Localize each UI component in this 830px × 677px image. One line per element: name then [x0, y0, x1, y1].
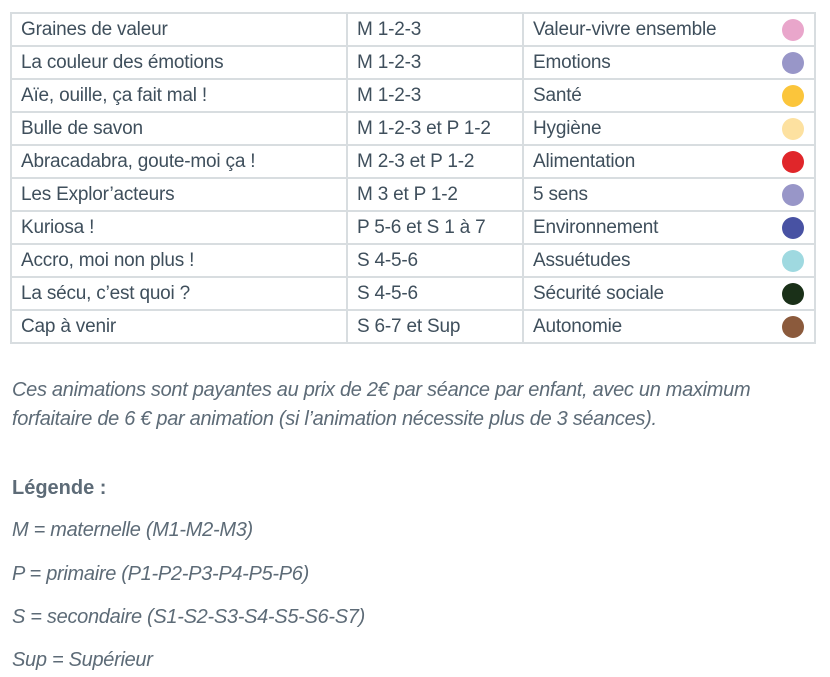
animations-table-body — [11, 13, 815, 343]
animation-title-cell: La couleur des émotions — [11, 46, 347, 79]
animation-theme-cell — [523, 112, 815, 145]
animation-theme-label: Environnement — [533, 216, 659, 238]
animation-theme-label: Valeur-vivre ensemble — [533, 18, 717, 40]
animation-theme-label: Santé — [533, 84, 582, 106]
animations-table — [10, 12, 816, 344]
theme-color-dot-icon — [782, 184, 804, 206]
animation-theme-cell — [523, 79, 815, 112]
animation-level-cell: S 4-5-6 — [347, 277, 523, 310]
theme-color-dot-icon — [782, 316, 804, 338]
animation-level-cell: P 5-6 et S 1 à 7 — [347, 211, 523, 244]
animation-title-cell: Aïe, ouille, ça fait mal ! — [11, 79, 347, 112]
animation-theme-label: Sécurité sociale — [533, 282, 664, 304]
animation-theme-label: Hygiène — [533, 117, 602, 139]
animation-theme-cell — [523, 211, 815, 244]
animation-level-cell: S 6-7 et Sup — [347, 310, 523, 343]
animation-level-cell: M 3 et P 1-2 — [347, 178, 523, 211]
animation-level-cell: M 2-3 et P 1-2 — [347, 145, 523, 178]
table-row — [11, 46, 815, 79]
legend-title: Légende : — [12, 477, 107, 499]
pricing-note — [12, 376, 828, 434]
table-row — [11, 112, 815, 145]
table-row — [11, 13, 815, 46]
animation-theme-cell — [523, 145, 815, 178]
animation-theme-cell — [523, 46, 815, 79]
legend-item-secondaire: S = secondaire (S1-S2-S3-S4-S5-S6-S7) — [12, 606, 365, 628]
animation-title-cell: La sécu, c’est quoi ? — [11, 277, 347, 310]
animation-theme-label: Emotions — [533, 51, 611, 73]
animation-level-cell: M 1-2-3 — [347, 13, 523, 46]
animation-level-cell: M 1-2-3 — [347, 46, 523, 79]
animation-theme-cell — [523, 178, 815, 211]
animation-level-cell: M 1-2-3 et P 1-2 — [347, 112, 523, 145]
theme-color-dot-icon — [782, 283, 804, 305]
theme-color-dot-icon — [782, 250, 804, 272]
legend-item-maternelle: M = maternelle (M1-M2-M3) — [12, 519, 253, 541]
theme-color-dot-icon — [782, 151, 804, 173]
pricing-note-line-2: forfaitaire de 6 € par animation (si l’animation nécessite plus de 3 séances). — [12, 408, 657, 430]
animation-theme-cell — [523, 13, 815, 46]
pricing-note-line-1: Ces animations sont payantes au prix de 2€ par séance par enfant, avec un maximum — [12, 379, 751, 401]
animation-theme-label: Assuétudes — [533, 249, 631, 271]
theme-color-dot-icon — [782, 19, 804, 41]
table-row — [11, 79, 815, 112]
legend-item-primaire: P = primaire (P1-P2-P3-P4-P5-P6) — [12, 563, 309, 585]
animation-title-cell: Abracadabra, goute-moi ça ! — [11, 145, 347, 178]
table-row — [11, 277, 815, 310]
theme-color-dot-icon — [782, 217, 804, 239]
table-row — [11, 145, 815, 178]
animation-level-cell: S 4-5-6 — [347, 244, 523, 277]
animation-theme-label: Alimentation — [533, 150, 636, 172]
animation-theme-cell — [523, 277, 815, 310]
animation-title-cell: Bulle de savon — [11, 112, 347, 145]
animation-title-cell: Accro, moi non plus ! — [11, 244, 347, 277]
animation-title-cell: Les Explor’acteurs — [11, 178, 347, 211]
animation-theme-cell — [523, 310, 815, 343]
table-row — [11, 310, 815, 343]
animation-title-cell: Kuriosa ! — [11, 211, 347, 244]
table-row — [11, 178, 815, 211]
animation-title-cell: Cap à venir — [11, 310, 347, 343]
animation-theme-label: 5 sens — [533, 183, 588, 205]
animation-title-cell: Graines de valeur — [11, 13, 347, 46]
theme-color-dot-icon — [782, 85, 804, 107]
legend-item-superieur: Sup = Supérieur — [12, 649, 153, 671]
animation-level-cell: M 1-2-3 — [347, 79, 523, 112]
table-row — [11, 244, 815, 277]
animation-theme-label: Autonomie — [533, 315, 623, 337]
theme-color-dot-icon — [782, 52, 804, 74]
animation-theme-cell — [523, 244, 815, 277]
table-row — [11, 211, 815, 244]
theme-color-dot-icon — [782, 118, 804, 140]
